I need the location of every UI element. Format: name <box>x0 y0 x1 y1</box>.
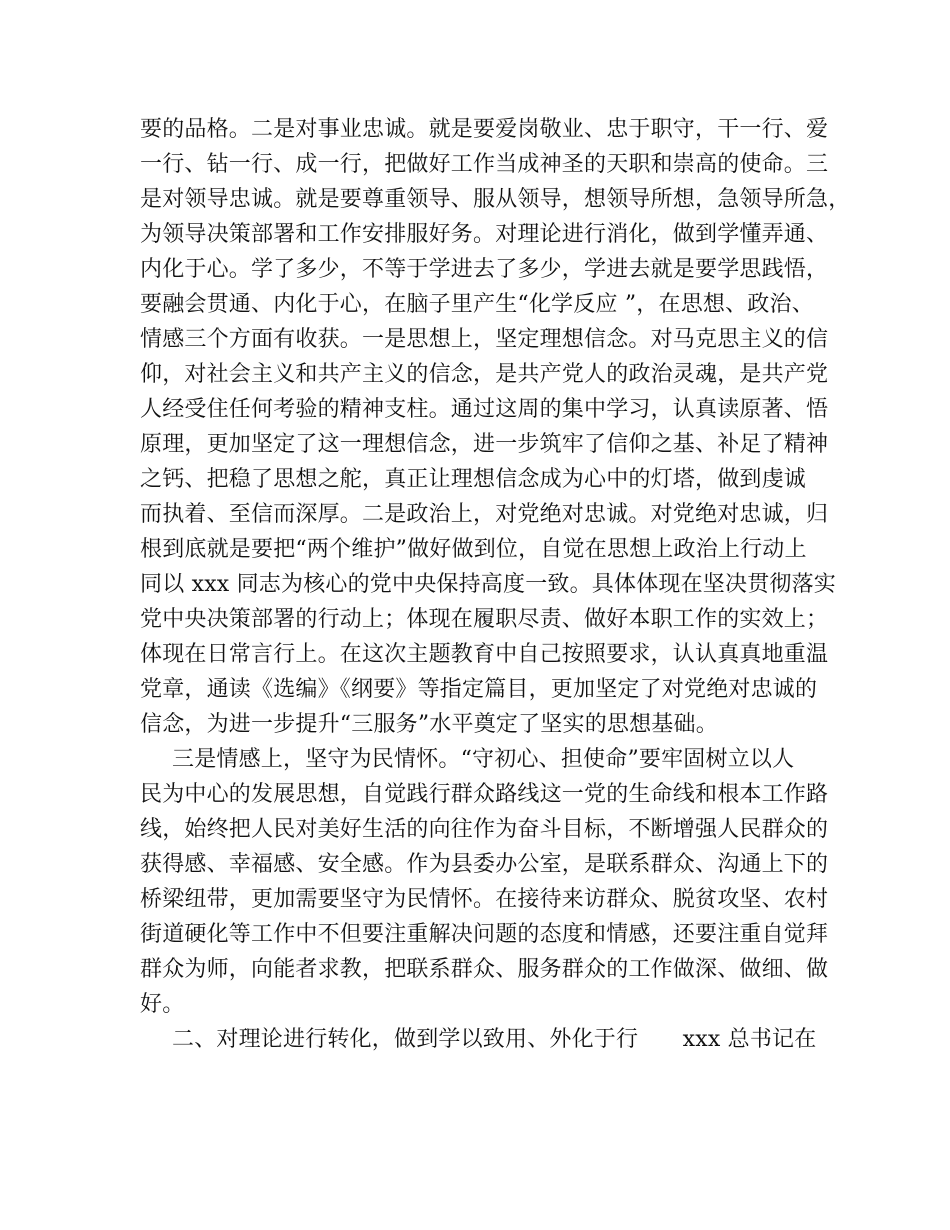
text-line: 仰，对社会主义和共产主义的信念，是共产党人的政治灵魂，是共产党 <box>140 362 829 387</box>
text-line: 原理，更加坚定了这一理想信念，进一步筑牢了信仰之基、补足了精神 <box>140 432 829 457</box>
text-line: 体现在日常言行上。在这次主题教育中自己按照要求，认认真真地重温 <box>140 642 829 667</box>
text-line: 党中央决策部署的行动上；体现在履职尽责、做好本职工作的实效上； <box>140 607 829 632</box>
text-line: 根到底就是要把“两个维护”做好做到位，自觉在思想上政治上行动上 <box>140 537 807 562</box>
text-line: 信念，为进一步提升“三服务”水平奠定了坚实的思想基础。 <box>140 712 718 737</box>
text-line: 街道硬化等工作中不但要注重解决问题的态度和情感，还要注重自觉拜 <box>140 922 829 947</box>
section-heading-line: 二、对理论进行转化，做到学以致用、外化于行 xxx 总书记在 <box>172 1027 817 1052</box>
text-line: 要融会贯通、内化于心，在脑子里产生“化学反应 ”，在思想、政治、 <box>140 292 814 317</box>
text-line: 获得感、幸福感、安全感。作为县委办公室，是联系群众、沟通上下的 <box>140 852 829 877</box>
text-line: 要的品格。二是对事业忠诚。就是要爱岗敬业、忠于职守，干一行、爱 <box>140 117 829 142</box>
text-line: 党章，通读《选编》《纲要》等指定篇目，更加坚定了对党绝对忠诚的 <box>140 677 818 702</box>
text-line: 一行、钻一行、成一行，把做好工作当成神圣的天职和崇高的使命。三 <box>140 152 829 177</box>
text-line: 是对领导忠诚。就是要尊重领导、服从领导，想领导所想，急领导所急， <box>140 187 851 212</box>
text-line: 内化于心。学了多少，不等于学进去了多少，学进去就是要学思践悟， <box>140 257 829 282</box>
text-line: 线，始终把人民对美好生活的向往作为奋斗目标，不断增强人民群众的 <box>140 817 829 842</box>
paragraph-first-line: 三是情感上，坚守为民情怀。“守初心、担使命”要牢固树立以人 <box>172 747 795 772</box>
text-line: 之钙、把稳了思想之舵，真正让理想信念成为心中的灯塔，做到虔诚 <box>140 467 807 492</box>
text-line: 民为中心的发展思想，自觉践行群众路线这一党的生命线和根本工作路 <box>140 782 829 807</box>
text-line: 桥梁纽带，更加需要坚守为民情怀。在接待来访群众、脱贫攻坚、农村 <box>140 887 829 912</box>
text-line: 为领导决策部署和工作安排服好务。对理论进行消化，做到学懂弄通、 <box>140 222 829 247</box>
text-line: 群众为师，向能者求教，把联系群众、服务群众的工作做深、做细、做 <box>140 957 829 982</box>
text-line: 情感三个方面有收获。一是思想上，坚定理想信念。对马克思主义的信 <box>140 327 829 352</box>
text-line: 而执着、至信而深厚。二是政治上，对党绝对忠诚。对党绝对忠诚，归 <box>140 502 829 527</box>
text-line: 同以 xxx 同志为核心的党中央保持高度一致。具体体现在坚决贯彻落实 <box>140 572 837 597</box>
text-line: 人经受住任何考验的精神支柱。通过这周的集中学习，认真读原著、悟 <box>140 397 829 422</box>
text-line: 好。 <box>140 992 185 1017</box>
